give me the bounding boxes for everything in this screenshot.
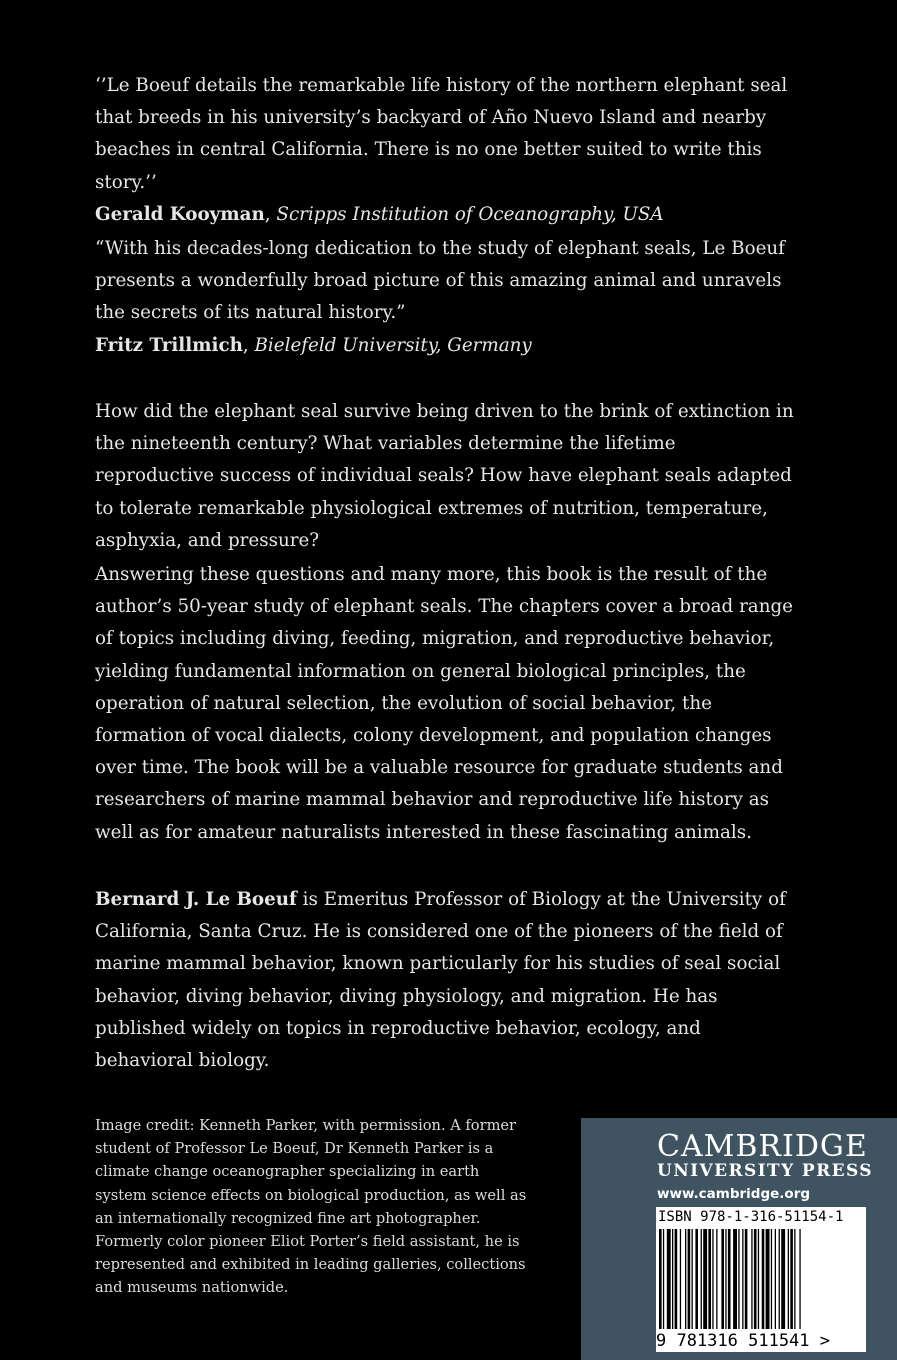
- author-name: Bernard J. Le Boeuf: [95, 889, 297, 910]
- quote-author: Gerald Kooyman: [95, 203, 265, 225]
- quote-text: ‘’Le Boeuf details the remarkable life history of the northern elephant seal that breeds in his university’s backyard of Año Nuevo Island and nearby beaches in central California. There is no one better suited to write this story.’’: [95, 75, 788, 193]
- publisher-website: www.cambridge.org: [657, 1186, 811, 1202]
- author-bio: [95, 884, 800, 1077]
- paragraph-text: How did the elephant seal survive being driven to the brink of extinction in the nineteenth century? What variables determine the lifetime reproductive success of individual seals? How have elephant seals adapted to tolerate remarkable physiological extremes of nutrition, temperature, asphyxia, and pressure?: [95, 401, 794, 551]
- barcode-bars-icon: [657, 1229, 862, 1331]
- quote-text: “With his decades-long dedication to the study of elephant seals, Le Boeuf presents a wonderfully broad picture of this amazing animal and unravels the secrets of its natural history.”: [95, 238, 785, 324]
- blurb-questions: [95, 396, 800, 557]
- quote-author: Fritz Trillmich: [95, 334, 243, 356]
- quote-attribution: Fritz Trillmich, Bielefeld University, Germany: [95, 334, 532, 356]
- publisher-name: CAMBRIDGE: [657, 1129, 868, 1164]
- bio-text: [95, 884, 800, 1077]
- barcode-digits: 9 781316 511541 >: [656, 1331, 830, 1351]
- isbn-label: ISBN 978-1-316-51154-1: [658, 1209, 844, 1225]
- quote-gerald-kooyman: [95, 70, 800, 231]
- bio-body: is Emeritus Professor of Biology at the University of California, Santa Cruz. He is considered one of the pioneers of the field of marine mammal behavior, known particularly for his studies of seal social behavior, diving behavior, diving physiology, and migration. He has published widely on topics in reproductive behavior, ecology, and behavioral biology.: [95, 889, 786, 1072]
- quote-attribution: Gerald Kooyman, Scripps Institution of Oceanography, USA: [95, 203, 664, 225]
- paragraph-text: Answering these questions and many more, this book is the result of the author’s 50-year study of elephant seals. The chapters cover a broad range of topics including diving, feeding, migration, and reproductive behavior, yielding fundamental information on general biological principles, the operation of natural selection, the evolution of social behavior, the formation of vocal dialects, colony development, and population changes over time. The book will be a valuable resource for graduate students and researchers of marine mammal behavior and reproductive life history as well as for amateur naturalists interested in these fascinating animals.: [95, 564, 793, 843]
- quote-affiliation: Bielefeld University, Germany: [254, 334, 532, 356]
- blurb-description: [95, 559, 800, 849]
- publisher-subtitle: UNIVERSITY PRESS: [657, 1161, 873, 1181]
- image-credit: Image credit: Kenneth Parker, with permission. A former student of Professor Le Boeuf, Dr Kenneth Parker is a climate change oceanographer specializing in earth system science effects on biological production, as well as an internationally recognized fine art photographer. Formerly color pioneer Eliot Porter’s field assistant, he is represented and exhibited in leading galleries, collections and museums nationwide.: [95, 1117, 527, 1297]
- quote-fritz-trillmich: [95, 233, 800, 362]
- publisher-panel: [581, 1118, 897, 1360]
- isbn-barcode: [656, 1207, 866, 1352]
- quote-affiliation: Scripps Institution of Oceanography, USA: [276, 203, 664, 225]
